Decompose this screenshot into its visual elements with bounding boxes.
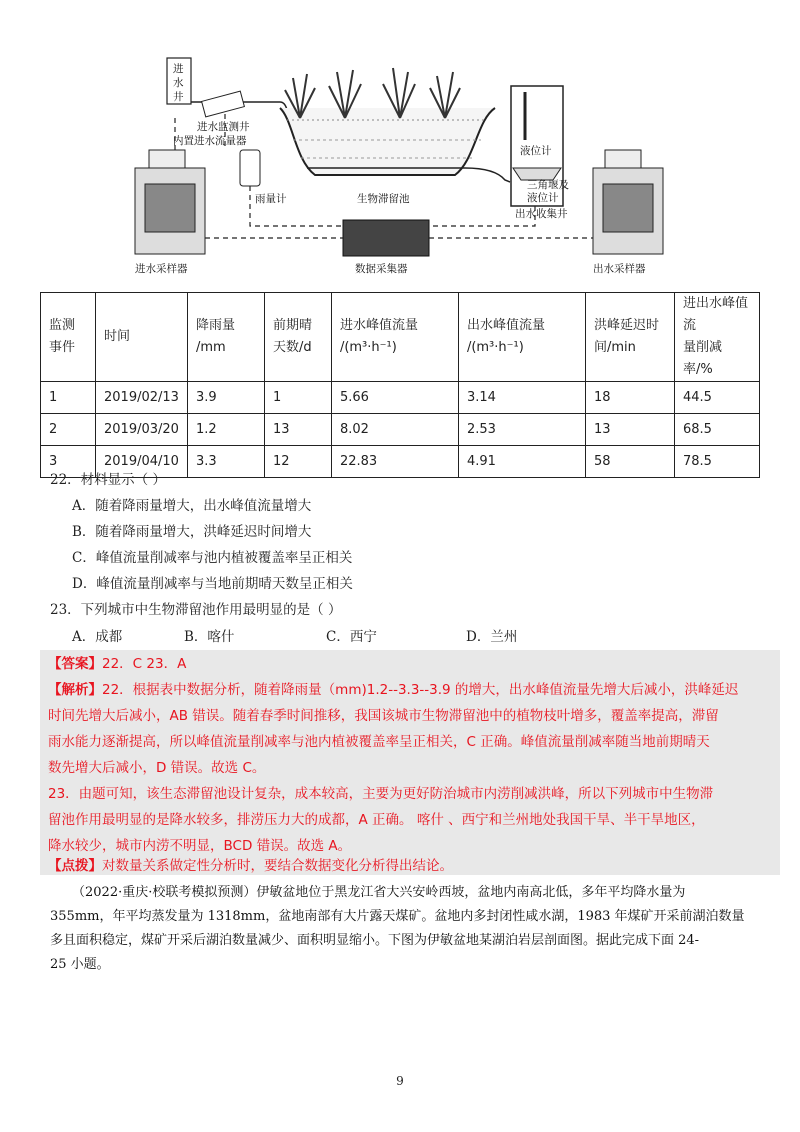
table-row: 1 2019/02/13 3.9 1 5.66 3.14 18 44.5 <box>41 382 760 414</box>
inlet-monitor-box <box>202 91 245 117</box>
inlet-monitor-label: 进水监测井 <box>197 121 250 133</box>
passage-line: 355mm，年平均蒸发量为 1318mm，盆地南部有大片露天煤矿。盆地内多封闭性咸水湖，1983 年煤矿开采前湖泊数量 <box>50 909 745 924</box>
table-header-row <box>41 293 760 382</box>
q22-option-b[interactable]: B．随着降雨量增大，洪峰延迟时间增大 <box>72 524 312 540</box>
q23-stem: 23．下列城市中生物滞留池作用最明显的是（ ） <box>50 602 342 618</box>
q23-option-b[interactable]: B．喀什 <box>184 629 235 645</box>
answer-tag: 【答案】 <box>48 656 102 672</box>
analysis-line: 【解析】22．根据表中数据分析，随着降雨量（mm)1.2--3.3--3.9 的增大，出水峰值流量先增大后减小，洪峰延迟 <box>48 682 739 698</box>
q22-option-a[interactable]: A．随着降雨量增大，出水峰值流量增大 <box>72 498 312 514</box>
header-date: 时间 <box>96 293 188 382</box>
header-dry-days: 前期晴 天数/d <box>264 293 331 382</box>
table-row: 3 2019/04/10 3.3 12 22.83 4.91 58 78.5 <box>41 446 760 478</box>
table-row: 2 2019/03/20 1.2 13 8.02 2.53 13 68.5 <box>41 414 760 446</box>
inlet-well-label-2: 水 <box>173 77 184 89</box>
bioretention-schematic <box>115 50 675 280</box>
header-reduction-rate: 进出水峰值流 量削减率/% <box>674 293 759 382</box>
triangle-weir-label-2: 液位计 <box>527 192 559 204</box>
answer-text: 22．C 23．A <box>102 656 187 672</box>
analysis-tag: 【解析】 <box>48 682 102 698</box>
triangle-weir-label: 三角堰及 <box>527 179 569 191</box>
q23-option-c[interactable]: C．西宁 <box>326 629 377 645</box>
outlet-well-label: 出水收集井 <box>515 208 568 220</box>
analysis-line: 雨水能力逐渐提高，所以峰值流量削减率与池内植被覆盖率呈正相关，C 正确。峰值流量削减率随当地前期晴天 <box>48 734 710 750</box>
pond-label: 生物滞留池 <box>357 193 410 205</box>
passage-line: （2022·重庆·校联考模拟预测）伊敏盆地位于黑龙江省大兴安岭西坡，盆地内南高北低，多年平均降水量为 <box>72 885 686 900</box>
q22-option-c[interactable]: C．峰值流量削减率与池内植被覆盖率呈正相关 <box>72 550 353 566</box>
rain-gauge-label: 雨量计 <box>255 193 287 205</box>
outlet-sampler-label: 出水采样器 <box>593 263 646 275</box>
tip-text: 对数量关系做定性分析时，要结合数据变化分析得出结论。 <box>102 858 453 874</box>
q22-option-d[interactable]: D．峰值流量削减率与当地前期晴天数呈正相关 <box>72 576 353 592</box>
header-rainfall: 降雨量 /mm <box>187 293 264 382</box>
page-number: 9 <box>396 1074 404 1088</box>
rain-gauge-icon <box>240 150 260 186</box>
inlet-monitor-label-2: 内置进水流量器 <box>173 135 247 147</box>
analysis-line: 23．由题可知，该生态滞留池设计复杂，成本较高，主要为更好防治城市内涝削减洪峰，所以下列城市中生物滞 <box>48 786 714 802</box>
header-event: 监测 事件 <box>41 293 96 382</box>
q23-option-d[interactable]: D．兰州 <box>466 629 518 645</box>
analysis-line: 留池作用最明显的是降水较多，排涝压力大的成都，A 正确。 喀什 、西宁和兰州地处我国干旱、半干旱地区， <box>48 812 705 828</box>
inlet-well-label-3: 井 <box>173 91 184 103</box>
header-peak-delay: 洪峰延迟时 间/min <box>585 293 674 382</box>
q23-option-a[interactable]: A．成都 <box>72 629 123 645</box>
header-outflow-peak: 出水峰值流量 /(m³·h⁻¹) <box>458 293 585 382</box>
data-collector-icon <box>343 220 429 256</box>
monitoring-table <box>40 292 760 478</box>
tip-line <box>48 856 453 876</box>
bioretention-diagram <box>115 50 675 280</box>
level-gauge-label: 液位计 <box>520 145 552 157</box>
analysis-line: 降水较少，城市内涝不明显，BCD 错误。故选 A。 <box>48 838 352 854</box>
answer-line <box>48 654 186 674</box>
analysis-line: 时间先增大后减小，AB 错误。随着春季时间推移，我国该城市生物滞留池中的植物枝叶增多，覆盖率提高，滞留 <box>48 708 719 724</box>
passage-line: 多且面积稳定，煤矿开采后湖泊数量减少、面积明显缩小。下图为伊敏盆地某湖泊岩层剖面图。据此完成下面 24- <box>50 933 700 948</box>
tip-tag: 【点拨】 <box>48 858 102 874</box>
inlet-sampler-label: 进水采样器 <box>135 263 188 275</box>
inlet-well-label-1: 进 <box>173 63 184 75</box>
q22-stem: 22．材料显示（ ） <box>50 472 166 488</box>
analysis-line: 数先增大后减小，D 错误。故选 C。 <box>48 760 266 776</box>
header-inflow-peak: 进水峰值流量 /(m³·h⁻¹) <box>331 293 458 382</box>
passage-line: 25 小题。 <box>50 957 110 972</box>
pond-basin <box>280 108 495 175</box>
data-collector-label: 数据采集器 <box>355 263 408 275</box>
